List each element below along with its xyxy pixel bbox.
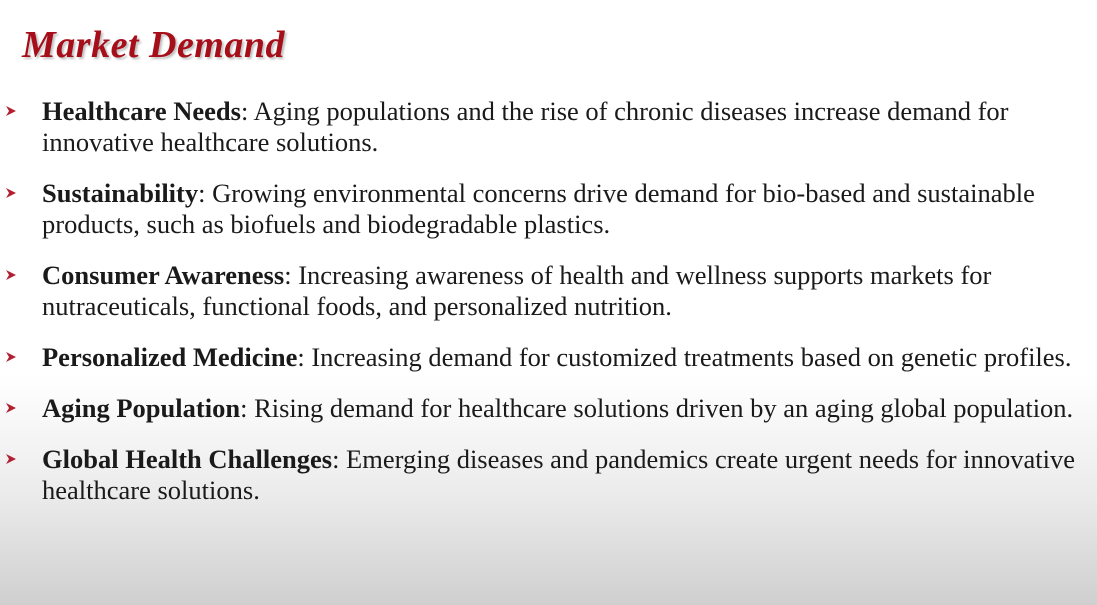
arrowhead-bullet-icon [4, 265, 20, 285]
bullet-term: Consumer Awareness [42, 260, 285, 290]
bullet-text: : Emerging diseases and pandemics create urgent needs for innovative healthcare solutions. [42, 444, 1076, 505]
bullet-item-global-health-challenges [0, 444, 1097, 506]
arrowhead-bullet-icon [4, 347, 20, 367]
bullet-text: : Increasing demand for customized treatments based on genetic profiles. [297, 342, 1072, 372]
bullet-text: : Rising demand for healthcare solutions driven by an aging global population. [240, 393, 1074, 423]
bullet-item-healthcare-needs [0, 96, 1097, 158]
arrowhead-bullet-icon [4, 101, 20, 121]
bullet-list [0, 96, 1097, 526]
bullet-item-sustainability [0, 178, 1097, 240]
bullet-item-consumer-awareness [0, 260, 1097, 322]
slide-title: Market Demand [22, 24, 285, 66]
bullet-term: Healthcare Needs [42, 96, 241, 126]
bullet-term: Sustainability [42, 178, 199, 208]
bullet-term: Personalized Medicine [42, 342, 298, 372]
bullet-term: Global Health Challenges [42, 444, 333, 474]
bullet-term: Aging Population [42, 393, 241, 423]
arrowhead-bullet-icon [4, 449, 20, 469]
bullet-text: : Increasing awareness of health and wellness supports markets for nutraceuticals, functional foods, and personalized nutrition. [42, 260, 992, 321]
bullet-text: : Aging populations and the rise of chronic diseases increase demand for innovative healthcare solutions. [42, 96, 1009, 157]
arrowhead-bullet-icon [4, 398, 20, 418]
bullet-item-personalized-medicine [0, 342, 1097, 373]
arrowhead-bullet-icon [4, 183, 20, 203]
bullet-text: : Growing environmental concerns drive demand for bio-based and sustainable products, such as biofuels and biodegradable plastics. [42, 178, 1035, 239]
bullet-item-aging-population [0, 393, 1097, 424]
